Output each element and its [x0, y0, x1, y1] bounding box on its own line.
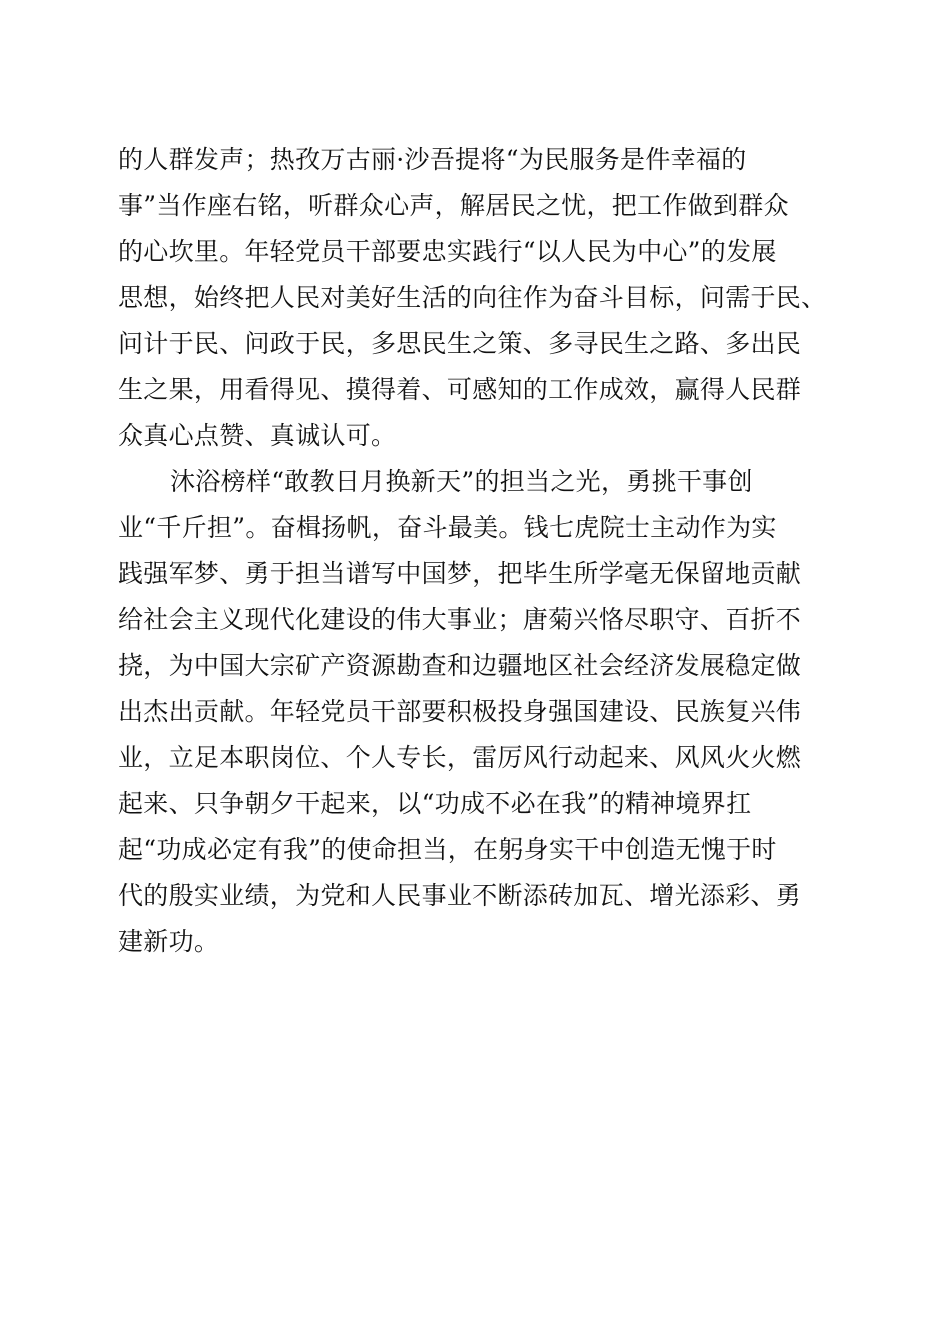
- paragraph-2-line-8: 起来、只争朝夕干起来，以“功成不必在我”的精神境界扛: [118, 789, 752, 818]
- paragraph-2-line-2: 业“千斤担”。奋楫扬帆，奋斗最美。钱七虎院士主动作为实: [118, 513, 777, 542]
- paragraph-2-line-11: 建新功。: [118, 927, 220, 956]
- paragraph-2-line-1: 沐浴榜样“敢教日月换新天”的担当之光，勇挑干事创: [170, 467, 753, 496]
- paragraph-1-line-3: 的心坎里。年轻党员干部要忠实践行“以人民为中心”的发展: [118, 237, 777, 266]
- paragraph-1-line-1: 的人群发声；热孜万古丽·沙吾提将“为民服务是件幸福的: [118, 145, 747, 174]
- paragraph-1-line-6: 生之果，用看得见、摸得着、可感知的工作成效，赢得人民群: [118, 375, 802, 404]
- paragraph-2-line-9: 起“功成必定有我”的使命担当，在躬身实干中创造无愧于时: [118, 835, 777, 864]
- paragraph-2-line-10: 代的殷实业绩，为党和人民事业不断添砖加瓦、增光添彩、勇: [118, 881, 802, 910]
- paragraph-2-line-4: 给社会主义现代化建设的伟大事业；唐菊兴恪尽职守、百折不: [118, 605, 802, 634]
- paragraph-1-line-4: 思想，始终把人民对美好生活的向往作为奋斗目标，问需于民、: [118, 283, 827, 312]
- paragraph-1-line-5: 问计于民、问政于民，多思民生之策、多寻民生之路、多出民: [118, 329, 802, 358]
- paragraph-2-line-7: 业，立足本职岗位、个人专长，雷厉风行动起来、风风火火燃: [118, 743, 802, 772]
- paragraph-2-line-3: 践强军梦、勇于担当谱写中国梦，把毕生所学毫无保留地贡献: [118, 559, 802, 588]
- paragraph-2-line-6: 出杰出贡献。年轻党员干部要积极投身强国建设、民族复兴伟: [118, 697, 802, 726]
- paragraph-2-line-5: 挠，为中国大宗矿产资源勘查和边疆地区社会经济发展稳定做: [118, 651, 802, 680]
- paragraph-1-line-2: 事”当作座右铭，听群众心声，解居民之忧，把工作做到群众: [118, 191, 789, 220]
- paragraph-1-line-7: 众真心点赞、真诚认可。: [118, 421, 397, 450]
